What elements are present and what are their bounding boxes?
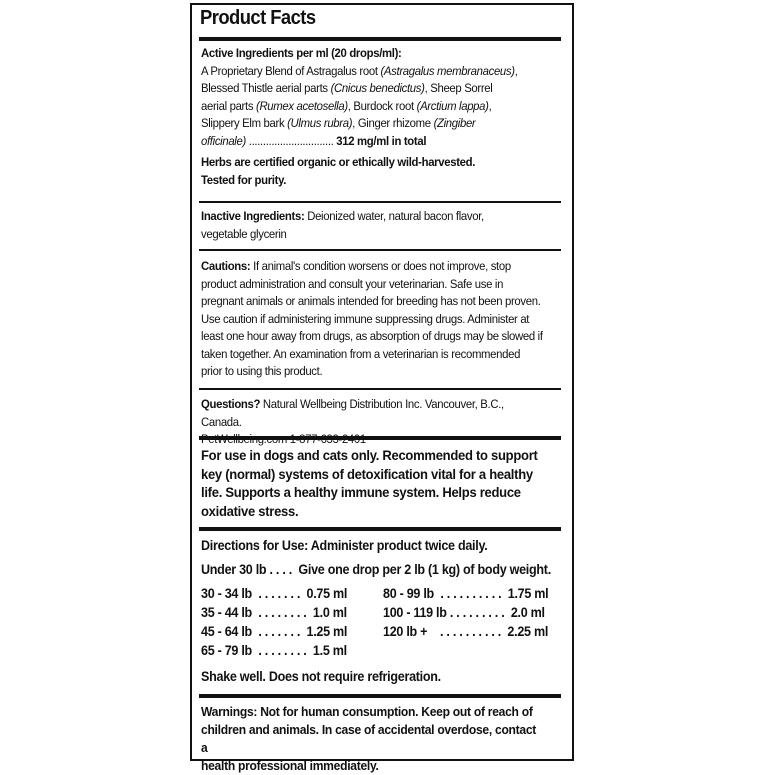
directions-heading: Directions for Use: Administer product twice daily.: [201, 538, 488, 553]
divider: [199, 527, 561, 531]
product-facts-panel: [190, 3, 574, 773]
dosage-row: 30 - 34 lb . . . . . . . 0.75 ml: [201, 586, 348, 601]
divider: [199, 249, 561, 251]
active-line-2: Blessed Thistle aerial parts (Cnicus benedictus), Sheep Sorrel: [201, 81, 493, 95]
dosage-row: 45 - 64 lb . . . . . . . 1.25 ml: [201, 624, 348, 639]
certified-statement: Herbs are certified organic or ethically wild-harvested.: [201, 155, 476, 169]
active-line-3: aerial parts (Rumex acetosella), Burdock root (Arctium lappa),: [201, 98, 492, 113]
active-line-4: Slippery Elm bark (Ulmus rubra), Ginger rhizome (Zingiber: [201, 116, 476, 130]
divider: [199, 436, 561, 440]
cautions-section: Cautions: If animal's condition worsens or does not improve, stop product administration and consult your veterinarian. Safe use in pregnant animals or animals intended for breeding has not been proven. Use caution if administering immune suppressing drugs. Administer at least one hour away from drugs, as absorption of drugs may be slowed if taken together. An examination from a veterinarian is recommended prior to using this product.: [201, 259, 543, 378]
active-line-5: officinale) .............................. 312 mg/ml in total: [201, 133, 427, 148]
purity-statement: Tested for purity.: [201, 172, 287, 187]
active-line-1: A Proprietary Blend of Astragalus root (Astragalus membranaceus),: [201, 63, 518, 78]
cautions-label: Cautions:: [201, 259, 251, 273]
panel-title: Product Facts: [200, 7, 316, 29]
total-amount: 312 mg/ml in total: [336, 133, 427, 148]
dosage-row: 35 - 44 lb . . . . . . . . 1.0 ml: [201, 605, 347, 620]
storage-note: Shake well. Does not require refrigeration.: [201, 669, 441, 684]
active-ingredients-heading: Active Ingredients per ml (20 drops/ml):: [201, 46, 402, 60]
inactive-ingredients-section: Inactive Ingredients: Deionized water, natural bacon flavor, vegetable glycerin: [201, 209, 484, 241]
divider: [199, 201, 561, 203]
warnings-label: Warnings:: [201, 704, 258, 719]
title-divider: [199, 37, 561, 41]
questions-label: Questions?: [201, 397, 261, 411]
inactive-label: Inactive Ingredients:: [201, 209, 305, 223]
questions-section: Questions? Natural Wellbeing Distribution Inc. Vancouver, B.C., Canada.: [201, 396, 545, 449]
dosage-row: 80 - 99 lb . . . . . . . . . . 1.75 ml: [383, 586, 549, 601]
divider: [199, 388, 561, 390]
dosage-under-30: Under 30 lb . . . . Give one drop per 2 lb (1 kg) of body weight.: [201, 562, 551, 577]
warnings-section: Warnings: Not for human consumption. Keep out of reach of children and animals. In case of accidental overdose, contact a health professional immediately.: [201, 704, 537, 773]
active-ingredients-section: [201, 45, 545, 189]
dosage-row: 120 lb + . . . . . . . . . . 2.25 ml: [383, 624, 549, 639]
divider: [199, 694, 561, 698]
dosage-row: 65 - 79 lb . . . . . . . . 1.5 ml: [201, 643, 347, 658]
dosage-row: 100 - 119 lb . . . . . . . . . 2.0 ml: [383, 605, 545, 620]
usage-section: For use in dogs and cats only. Recommended to support key (normal) systems of detoxification vital for a healthy life. Supports a healthy immune system. Helps reduce oxidative stress.: [201, 447, 538, 519]
